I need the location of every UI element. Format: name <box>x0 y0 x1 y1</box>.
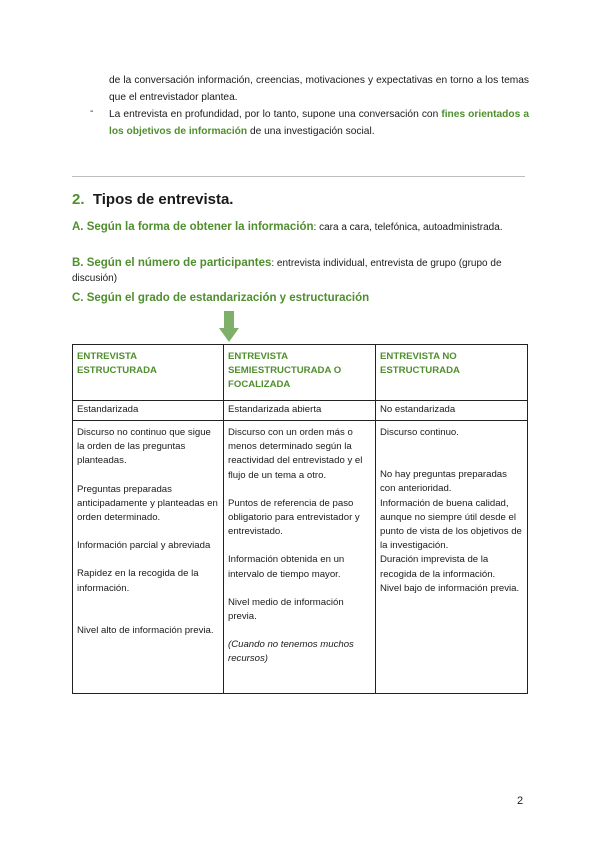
criterion-c <box>72 291 527 306</box>
criterion-a <box>72 220 527 235</box>
col2-paragraph-4: Nivel medio de información previa. <box>228 596 344 623</box>
header-no-estructurada: ENTREVISTA NO ESTRUCTURADA <box>376 345 528 401</box>
intro-bullet-paragraph <box>109 106 529 140</box>
table-body-row <box>73 421 528 694</box>
col2-paragraph-5: (Cuando no tenemos muchos recursos) <box>228 639 354 665</box>
header-semiestructurada: ENTREVISTA SEMIESTRUCTURADA O FOCALIZADA <box>224 345 376 401</box>
header-estructurada: ENTREVISTA ESTRUCTURADA <box>73 345 224 401</box>
section-number: 2. <box>72 191 85 208</box>
interview-types-table <box>72 344 528 694</box>
section-title-text: Tipos de entrevista. <box>92 191 234 208</box>
section-title <box>72 191 233 208</box>
col1-paragraph-2: Preguntas preparadas anticipadamente y planteadas en orden determinado. <box>77 483 218 524</box>
page-number: 2 <box>517 795 524 807</box>
criterion-b-text: : entrevista individual, entrevista de grupo (grupo de discusión) <box>72 258 502 284</box>
bullet-prefix: La entrevista en profundidad, por lo tanto, supone una conversación con <box>109 109 442 120</box>
intro-continuation: de la conversación información, creencias, motivaciones y expectativas en torno a los temas que el entrevistador plantea. <box>109 75 529 103</box>
table-header-row <box>73 345 528 401</box>
col3-paragraph-3: Información de buena calidad, aunque no siempre útil desde el punto de vista de los objetivos de la investigación. <box>380 497 522 552</box>
arrow-down-icon <box>219 311 239 343</box>
subheader-estandarizada: Estandarizada <box>73 401 224 421</box>
criterion-b-label: B. Según el número de participantes <box>72 257 272 269</box>
horizontal-divider <box>72 176 525 177</box>
col3-paragraph-2: No hay preguntas preparadas con anterioridad. <box>380 469 507 495</box>
col3-paragraph-4: Duración imprevista de la recogida de la información. <box>380 554 496 580</box>
col2-paragraph-2: Puntos de referencia de paso obligatorio para entrevistador y entrevistado. <box>228 497 360 538</box>
bullet-suffix: de una investigación social. <box>247 126 375 137</box>
bullet-highlight: fines orientados a los objetivos de información <box>109 109 529 137</box>
cell-estructurada <box>73 421 224 694</box>
col1-paragraph-4: Rapidez en la recogida de la información. <box>77 568 199 594</box>
cell-semiestructurada <box>224 421 376 694</box>
subheader-estandarizada-abierta: Estandarizada abierta <box>224 401 376 421</box>
criterion-c-label: C. Según el grado de estandarización y estructuración <box>72 292 370 304</box>
table-subheader-row <box>73 401 528 421</box>
criterion-a-text: : cara a cara, telefónica, autoadministrada. <box>313 222 503 233</box>
col1-paragraph-1: Discurso no continuo que sigue la orden de las preguntas planteadas. <box>77 427 211 467</box>
col2-paragraph-3: Información obtenida en un intervalo de tiempo mayor. <box>228 554 345 580</box>
criterion-b <box>72 256 527 286</box>
col3-paragraph-5: Nivel bajo de información previa. <box>380 582 520 594</box>
col3-paragraph-1: Discurso continuo. <box>380 427 459 438</box>
cell-no-estructurada <box>376 421 528 694</box>
col1-paragraph-5: Nivel alto de información previa. <box>77 624 214 636</box>
col2-paragraph-1: Discurso con un orden más o menos determinado según la reactividad del entrevistado y el flujo de un tema a otro. <box>228 427 363 481</box>
criterion-a-label: A. Según la forma de obtener la información <box>72 221 314 233</box>
subheader-no-estandarizada: No estandarizada <box>376 401 528 421</box>
bullet-dash: - <box>90 106 94 117</box>
col1-paragraph-3: Información parcial y abreviada <box>77 540 211 552</box>
